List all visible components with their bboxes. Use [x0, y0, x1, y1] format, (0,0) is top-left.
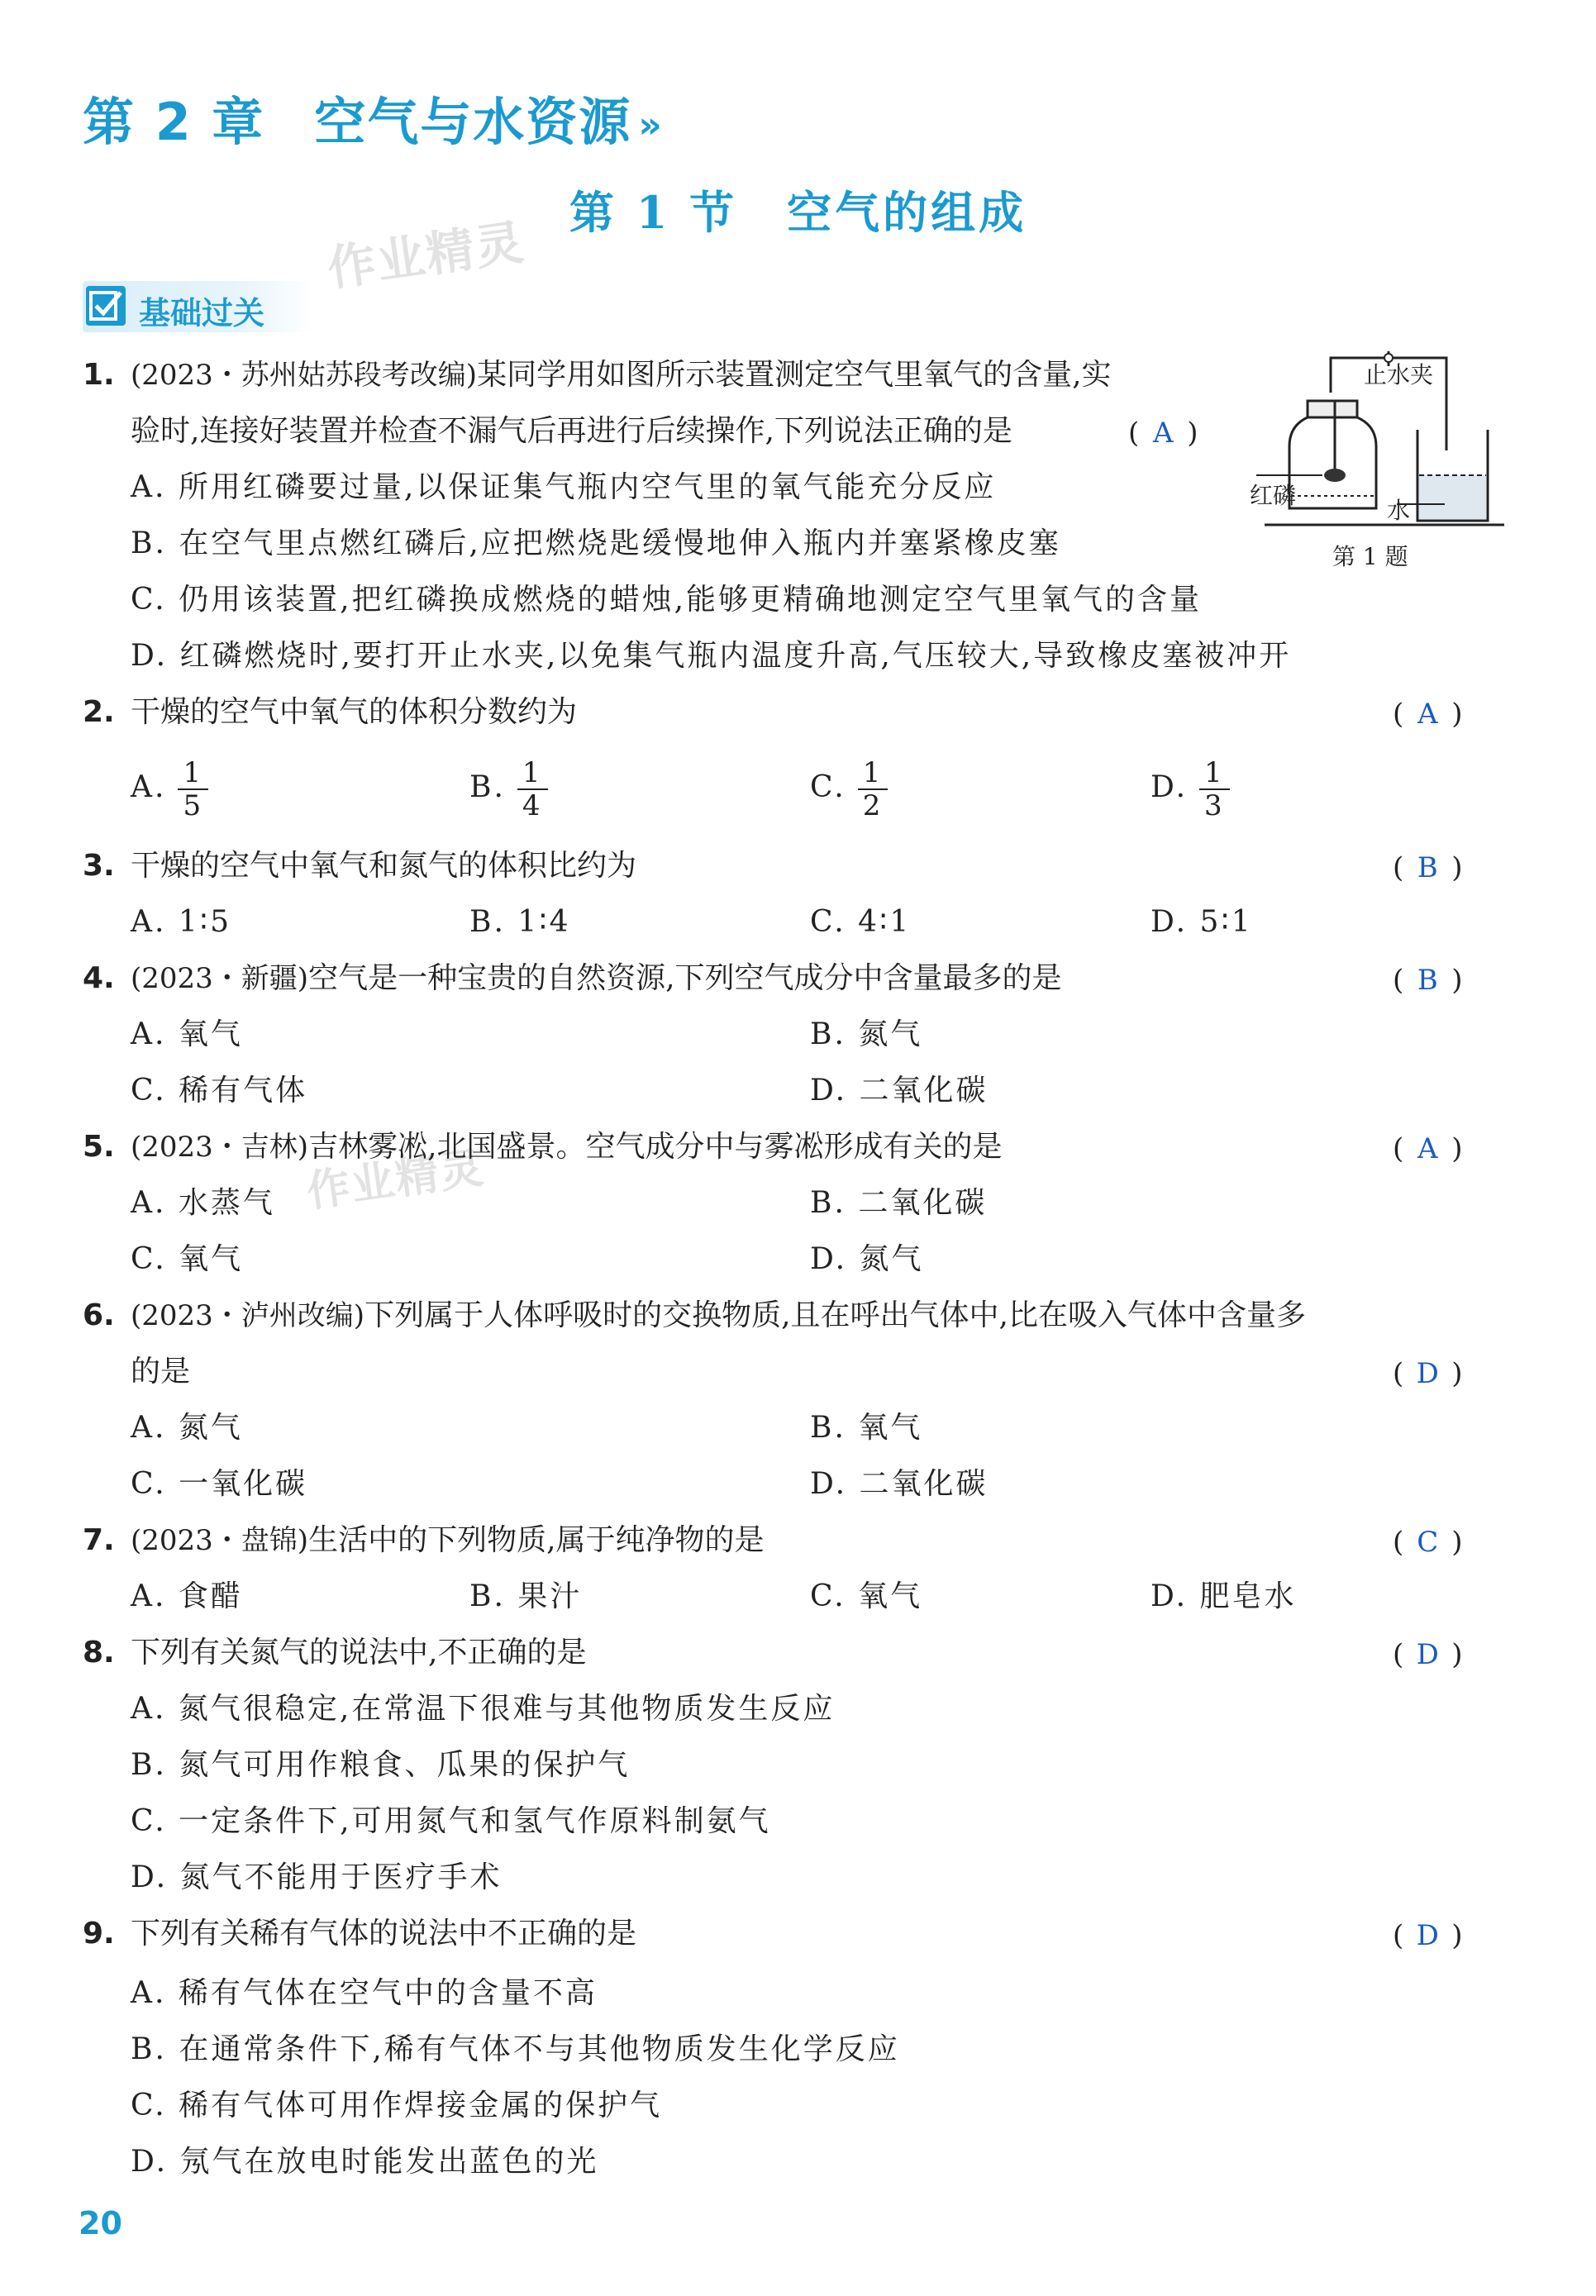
question-4-option-d: D. 二氧化碳 [810, 1074, 989, 1108]
question-2-option-a: A. $\frac{1}{5}$ [131, 750, 208, 825]
question-5-option-a: A. 水蒸气 [131, 1186, 275, 1220]
figure-caption: 第 1 题 [1332, 543, 1408, 570]
question-5-option-b: B. 二氧化碳 [810, 1186, 988, 1220]
question-9-option-b: B. 在通常条件下,稀有气体不与其他物质发生化学反应 [131, 2032, 900, 2066]
question-3-option-d: D. 5∶1 [1151, 905, 1253, 939]
question-7-option-b: B. 果汁 [469, 1579, 583, 1613]
question-4-stem [83, 960, 1062, 997]
question-1-stem [83, 357, 1112, 393]
question-4-answer: ( B ) [1393, 964, 1463, 997]
question-source: (2023・苏州姑苏段考改编) [131, 359, 478, 392]
question-3-option-c: C. 4∶1 [810, 905, 912, 939]
question-7-option-d: D. 肥皂水 [1151, 1579, 1297, 1613]
question-6-answer: ( D ) [1393, 1357, 1463, 1390]
fraction: $\frac{1}{2}$ [858, 757, 889, 822]
question-number: 3. [83, 849, 115, 883]
question-7-option-a: A. 食醋 [131, 1579, 243, 1613]
question-7-stem [83, 1522, 765, 1559]
question-2-option-b: B. $\frac{1}{4}$ [469, 750, 548, 825]
question-text: 空气是一种宝贵的自然资源,下列空气成分中含量最多的是 [308, 961, 1062, 995]
question-6-option-c: C. 一氧化碳 [131, 1467, 308, 1501]
question-text: 某同学用如图所示装置测定空气里氧气的含量,实 [477, 358, 1112, 392]
question-text: 下列属于人体呼吸时的交换物质,且在呼出气体中,比在吸入气体中含量多 [364, 1298, 1306, 1332]
question-3-stem [83, 848, 636, 884]
question-8-option-a: A. 氮气很稳定,在常温下很难与其他物质发生反应 [131, 1692, 836, 1726]
question-text: 下列有关氮气的说法中,不正确的是 [131, 1636, 587, 1670]
question-6-stem-cont: 的是 [131, 1355, 191, 1389]
double-chevron-icon: » [638, 104, 664, 147]
question-number: 5. [83, 1130, 115, 1164]
question-5-stem [83, 1129, 1003, 1165]
question-1-option-d: D. 红磷燃烧时,要打开止水夹,以免集气瓶内温度升高,气压较大,导致橡皮塞被冲开 [131, 639, 1292, 673]
answer-letter: A [1152, 417, 1174, 450]
question-2-option-d: D. $\frac{1}{3}$ [1151, 750, 1230, 825]
question-9-option-c: C. 稀有气体可用作焊接金属的保护气 [131, 2089, 663, 2122]
question-9-option-d: D. 氖气在放电时能发出蓝色的光 [131, 2145, 599, 2179]
question-1-option-a: A. 所用红磷要过量,以保证集气瓶内空气里的氧气能充分反应 [131, 470, 997, 504]
question-number: 1. [83, 358, 115, 392]
question-4-option-c: C. 稀有气体 [131, 1074, 308, 1108]
checkbox-icon [86, 286, 126, 326]
answer-letter: D [1416, 1638, 1439, 1671]
answer-letter: D [1416, 1919, 1439, 1952]
question-2-option-c: C. $\frac{1}{2}$ [810, 750, 888, 825]
question-source: (2023・新疆) [131, 962, 309, 995]
question-8-stem [83, 1635, 586, 1671]
water-label: 水 [1387, 497, 1411, 524]
question-3-option-a: A. 1∶5 [131, 905, 232, 939]
question-number: 9. [83, 1917, 115, 1951]
fraction: $\frac{1}{4}$ [517, 757, 548, 822]
question-8-option-c: C. 一定条件下,可用氮气和氢气作原料制氨气 [131, 1804, 771, 1838]
question-source: (2023・盘锦) [131, 1524, 309, 1557]
question-text: 吉林雾凇,北国盛景。空气成分中与雾凇形成有关的是 [308, 1130, 1003, 1164]
section-name: 空气的组成 [787, 186, 1027, 239]
question-text: 下列有关稀有气体的说法中不正确的是 [131, 1917, 637, 1951]
question-3-option-b: B. 1∶4 [469, 905, 571, 939]
question-5-option-d: D. 氮气 [810, 1242, 924, 1276]
basics-label: 基础过关 [139, 295, 265, 331]
question-number: 2. [83, 695, 115, 729]
question-6-option-a: A. 氮气 [131, 1411, 243, 1445]
chapter-title [83, 81, 664, 155]
question-7-option-c: C. 氧气 [810, 1579, 923, 1613]
question-6-option-b: B. 氧气 [810, 1411, 923, 1445]
question-number: 7. [83, 1523, 115, 1557]
question-8-option-d: D. 氮气不能用于医疗手术 [131, 1860, 503, 1894]
question-1-answer: ( A ) [1128, 417, 1198, 450]
question-6-stem [83, 1298, 1306, 1334]
question-9-answer: ( D ) [1393, 1919, 1463, 1952]
answer-letter: B [1417, 851, 1438, 884]
question-9-option-a: A. 稀有气体在空气中的含量不高 [131, 1976, 598, 2010]
question-8-option-b: B. 氮气可用作粮食、瓜果的保护气 [131, 1748, 631, 1782]
chapter-number: 第 2 章 [83, 92, 265, 152]
watermark: 作业精灵 [324, 213, 529, 298]
section-number: 第 1 节 [569, 186, 738, 239]
question-9-stem [83, 1916, 636, 1952]
answer-letter: D [1416, 1357, 1439, 1390]
question-1-option-c: C. 仍用该装置,把红磷换成燃烧的蜡烛,能够更精确地测定空气里氧气的含量 [131, 583, 1203, 617]
question-5-option-c: C. 氧气 [131, 1242, 244, 1276]
question-source: (2023・泸州改编) [131, 1299, 365, 1332]
question-6-option-d: D. 二氧化碳 [810, 1467, 989, 1501]
question-text: 干燥的空气中氧气和氮气的体积比约为 [131, 849, 637, 883]
question-source: (2023・吉林) [131, 1131, 309, 1164]
question-7-answer: ( C ) [1393, 1526, 1463, 1559]
answer-letter: B [1417, 964, 1438, 997]
page-number: 20 [79, 2205, 122, 2241]
question-number: 6. [83, 1298, 115, 1332]
question-4-option-a: A. 氧气 [131, 1017, 243, 1051]
answer-letter: A [1417, 1132, 1438, 1165]
question-number: 8. [83, 1636, 115, 1670]
answer-letter: C [1417, 1526, 1439, 1559]
watermark: 作业精灵 [303, 1143, 488, 1217]
question-2-stem [83, 694, 577, 731]
question-text: 干燥的空气中氧气的体积分数约为 [131, 695, 578, 729]
question-5-answer: ( A ) [1393, 1132, 1463, 1165]
question-3-answer: ( B ) [1393, 851, 1463, 884]
section-title [0, 178, 1596, 241]
fraction: $\frac{1}{5}$ [178, 757, 208, 822]
chapter-name: 空气与水资源 [314, 92, 632, 152]
question-1-stem-cont: 验时,连接好装置并检查不漏气后再进行后续操作,下列说法正确的是 [131, 414, 1012, 448]
question-text: 生活中的下列物质,属于纯净物的是 [308, 1523, 765, 1557]
basics-section-badge [83, 281, 314, 332]
clamp-label: 止水夹 [1364, 361, 1434, 388]
question-2-answer: ( A ) [1393, 698, 1463, 731]
question-1-option-b: B. 在空气里点燃红磷后,应把燃烧匙缓慢地伸入瓶内并塞紧橡皮塞 [131, 526, 1061, 560]
question-4-option-b: B. 氮气 [810, 1017, 923, 1051]
question-8-answer: ( D ) [1393, 1638, 1463, 1671]
answer-letter: A [1417, 698, 1438, 731]
question-number: 4. [83, 961, 115, 995]
fraction: $\frac{1}{3}$ [1199, 757, 1230, 822]
phosphorus-label: 红磷 [1250, 482, 1297, 509]
